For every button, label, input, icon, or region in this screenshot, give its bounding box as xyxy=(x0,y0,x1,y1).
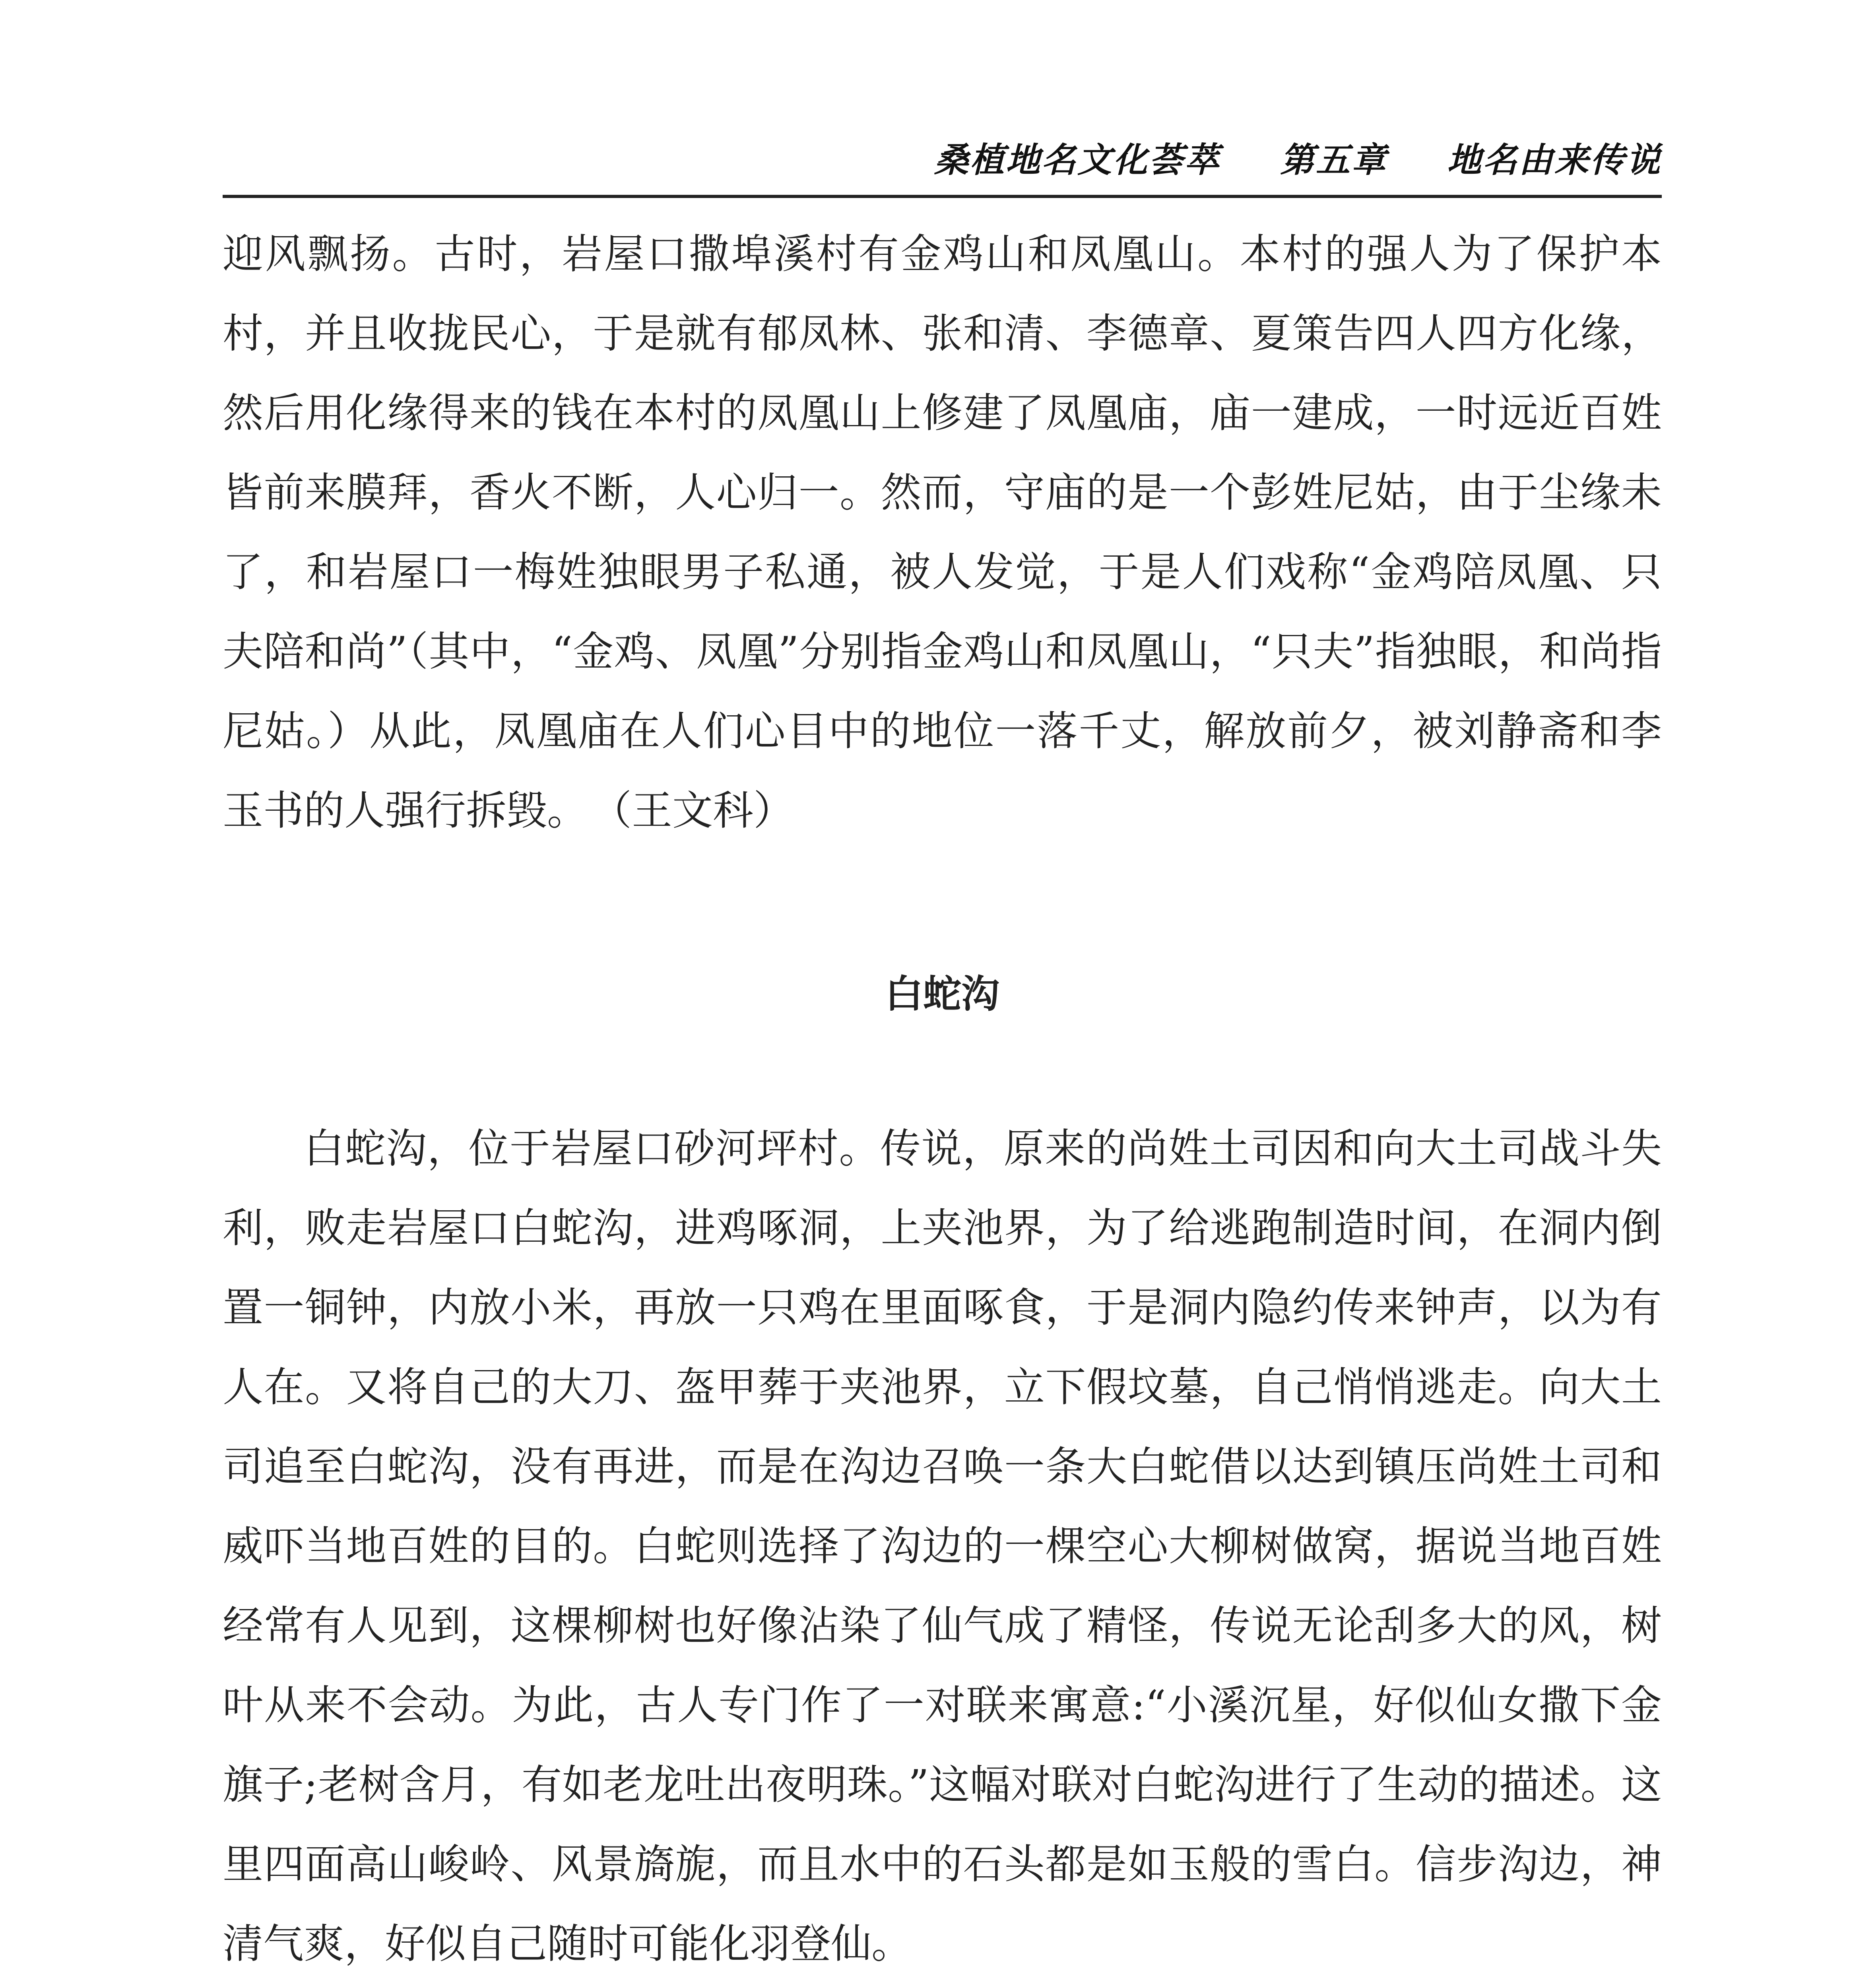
running-header xyxy=(223,127,1662,187)
book-title: 桑植地名文化荟萃 xyxy=(934,140,1220,180)
author-credit: （王文科） xyxy=(611,787,794,835)
author-credit xyxy=(223,1984,1662,1988)
paragraph-continued xyxy=(223,215,1662,851)
chapter-title: 地名由来传说 xyxy=(1447,140,1662,180)
section-title-baishegou: 白蛇沟 xyxy=(885,972,999,1016)
paragraph-baishegou: 白蛇沟，位于岩屋口砂河坪村。传说，原来的尚姓土司因和向大土司战斗失利，败走岩屋口白蛇沟，进鸡啄洞，上夹池界，为了给逃跑制造时间，在洞内倒置一铜钟，内放小米，再放一只鸡在里面啄食，于是洞内隐约传来钟声，以为有人在。又将自己的大刀、盔甲葬于夹池界，立下假坟墓，自己悄悄逃走。向大土司追至白蛇沟，没有再进，而是在沟边召唤一条大白蛇借以达到镇压尚姓土司和威吓当地百姓的目的。白蛇则选择了沟边的一棵空心大柳树做窝，据说当地百姓经常有人见到，这棵柳树也好像沾染了仙气成了精怪，传说无论刮多大的风，树叶从来不会动。为此，古人专门作了一对联来寓意:“小溪沉星，好似仙女撒下金旗子;老树含月，有如老龙吐出夜明珠。”这幅对联对白蛇沟进行了生动的描述。这里四面高山峻岭、风景旖旎，而且水中的石头都是如玉般的雪白。信步沟边，神清气爽，好似自己随时可能化羽登仙。 xyxy=(223,1125,1662,1968)
page-body xyxy=(223,215,1662,1988)
header-rule xyxy=(223,195,1662,198)
spacer xyxy=(223,851,1662,954)
chapter-label: 第五章 xyxy=(1280,140,1387,180)
paragraph-text: 迎风飘扬。古时，岩屋口撒埠溪村有金鸡山和凤凰山。本村的强人为了保护本村，并且收拢民心，于是就有郁凤林、张和清、李德章、夏策告四人四方化缘，然后用化缘得来的钱在本村的凤凰山上修建了凤凰庙，庙一建成，一时远近百姓皆前来膜拜，香火不断，人心归一。然而，守庙的是一个彭姓尼姑，由于尘缘未了，和岩屋口一梅姓独眼男子私通，被人发觉，于是人们戏称“金鸡陪凤凰、只夫陪和尚”（其中，“金鸡、凤凰”分别指金鸡山和凤凰山，“只夫”指独眼，和尚指尼姑。）从此，凤凰庙在人们心目中的地位一落千丈，解放前夕，被刘静斋和李玉书的人强行拆毁。 xyxy=(223,231,1662,835)
spacer xyxy=(223,1034,1662,1109)
